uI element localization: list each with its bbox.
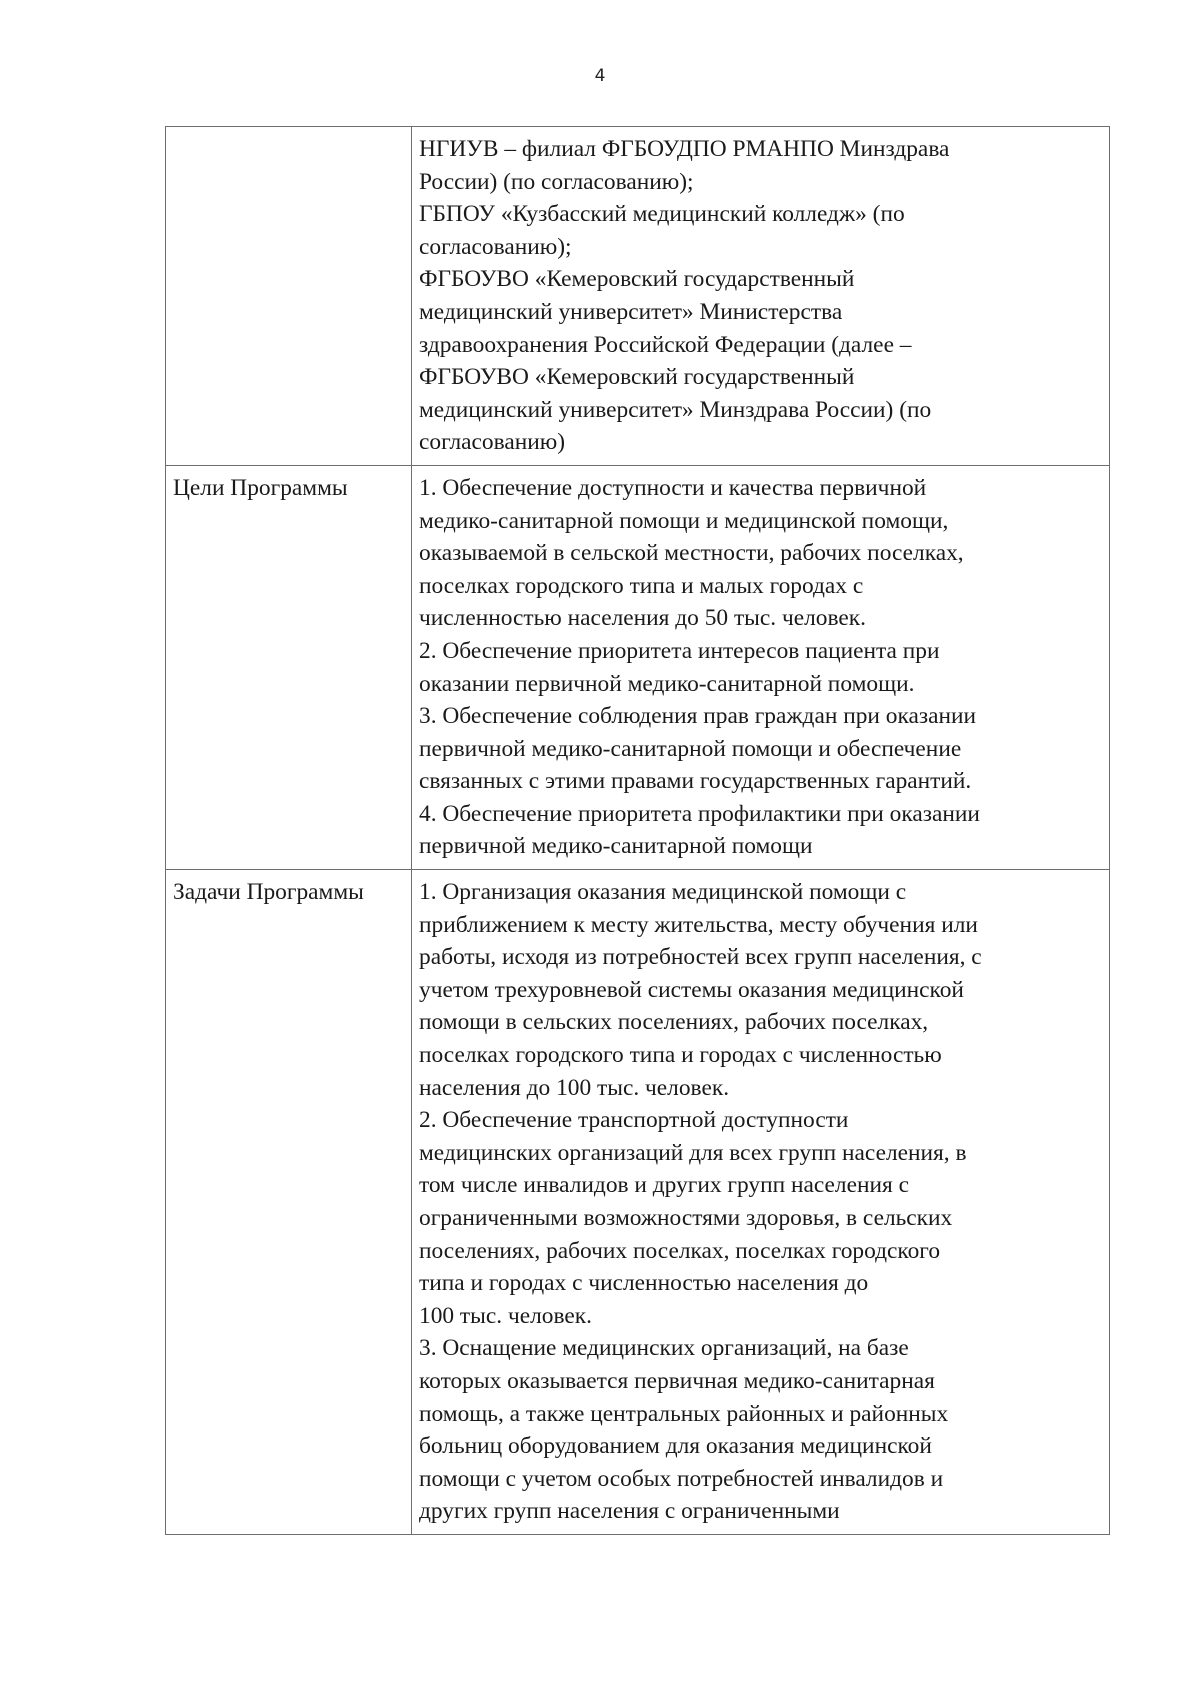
table-body [166, 127, 1110, 1535]
content-line: помощи с учетом особых потребностей инвалидов и [419, 1465, 944, 1492]
content-line: медицинский университет» Министерства [419, 298, 843, 325]
content-line: других групп населения с ограниченными [419, 1498, 840, 1525]
content-line: медицинский университет» Минздрава России) (по [419, 396, 932, 423]
content-line: 3. Оснащение медицинских организаций, на базе [419, 1335, 909, 1362]
content-line: 100 тыс. человек. [419, 1302, 592, 1329]
content-line: помощи в сельских поселениях, рабочих поселках, [419, 1009, 929, 1036]
content-line: учетом трехуровневой системы оказания медицинской [419, 976, 964, 1003]
content-line: согласованию); [419, 233, 572, 260]
content-line: оказываемой в сельской местности, рабочих поселках, [419, 540, 964, 567]
content-line: помощь, а также центральных районных и районных [419, 1400, 949, 1427]
page-number: 4 [594, 66, 606, 86]
content-line: 3. Обеспечение соблюдения прав граждан при оказании [419, 703, 977, 730]
content-line: приближением к месту жительства, месту обучения или [419, 911, 978, 938]
row-content-cell [412, 127, 1110, 466]
table-row [166, 465, 1110, 869]
row-content-cell [412, 465, 1110, 869]
program-passport-table [165, 126, 1110, 1535]
row-content-cell [412, 870, 1110, 1535]
content-line: поселениях, рабочих поселках, поселках городского [419, 1237, 941, 1264]
row-label-cell: Цели Программы [166, 465, 412, 869]
table-row [166, 127, 1110, 466]
content-line: НГИУВ – филиал ФГБОУДПО РМАНПО Минздрава [419, 136, 950, 162]
content-line: численностью населения до 50 тыс. человек. [419, 605, 866, 632]
content-line: ФГБОУВО «Кемеровский государственный [419, 364, 855, 391]
content-line: поселках городского типа и городах с численностью [419, 1042, 942, 1069]
content-line: первичной медико-санитарной помощи и обеспечение [419, 735, 962, 762]
content-line: ГБПОУ «Кузбасский медицинский колледж» (по [419, 201, 905, 228]
content-line: 1. Организация оказания медицинской помощи с [419, 879, 907, 906]
row-label-cell [166, 127, 412, 466]
content-line: больниц оборудованием для оказания медицинской [419, 1433, 932, 1460]
content-line: оказании первичной медико-санитарной помощи. [419, 670, 915, 697]
content-line: 1. Обеспечение доступности и качества первичной [419, 474, 927, 501]
content-line: здравоохранения Российской Федерации (далее – [419, 331, 912, 358]
content-line: связанных с этими правами государственных гарантий. [419, 768, 972, 795]
row-label-cell: Задачи Программы [166, 870, 412, 1535]
content-line: медицинских организаций для всех групп населения, в [419, 1139, 967, 1166]
content-line: населения до 100 тыс. человек. [419, 1074, 730, 1101]
content-line: поселках городского типа и малых городах с [419, 572, 864, 599]
content-line: согласованию) [419, 429, 566, 456]
content-line: типа и городах с численностью населения до [419, 1270, 869, 1297]
content-line: медико-санитарной помощи и медицинской помощи, [419, 507, 949, 534]
content-line: которых оказывается первичная медико-санитарная [419, 1367, 935, 1394]
content-line: ФГБОУВО «Кемеровский государственный [419, 266, 855, 293]
content-line: 2. Обеспечение транспортной доступности [419, 1107, 849, 1134]
content-line: 2. Обеспечение приоритета интересов пациента при [419, 637, 940, 664]
content-line: том числе инвалидов и других групп населения с [419, 1172, 910, 1199]
content-line: работы, исходя из потребностей всех групп населения, с [419, 944, 982, 971]
table-row [166, 870, 1110, 1535]
content-line: первичной медико-санитарной помощи [419, 833, 813, 860]
content-line: России) (по согласованию); [419, 168, 694, 195]
content-line: ограниченными возможностями здоровья, в сельских [419, 1205, 953, 1231]
content-line: 4. Обеспечение приоритета профилактики при оказании [419, 800, 980, 827]
